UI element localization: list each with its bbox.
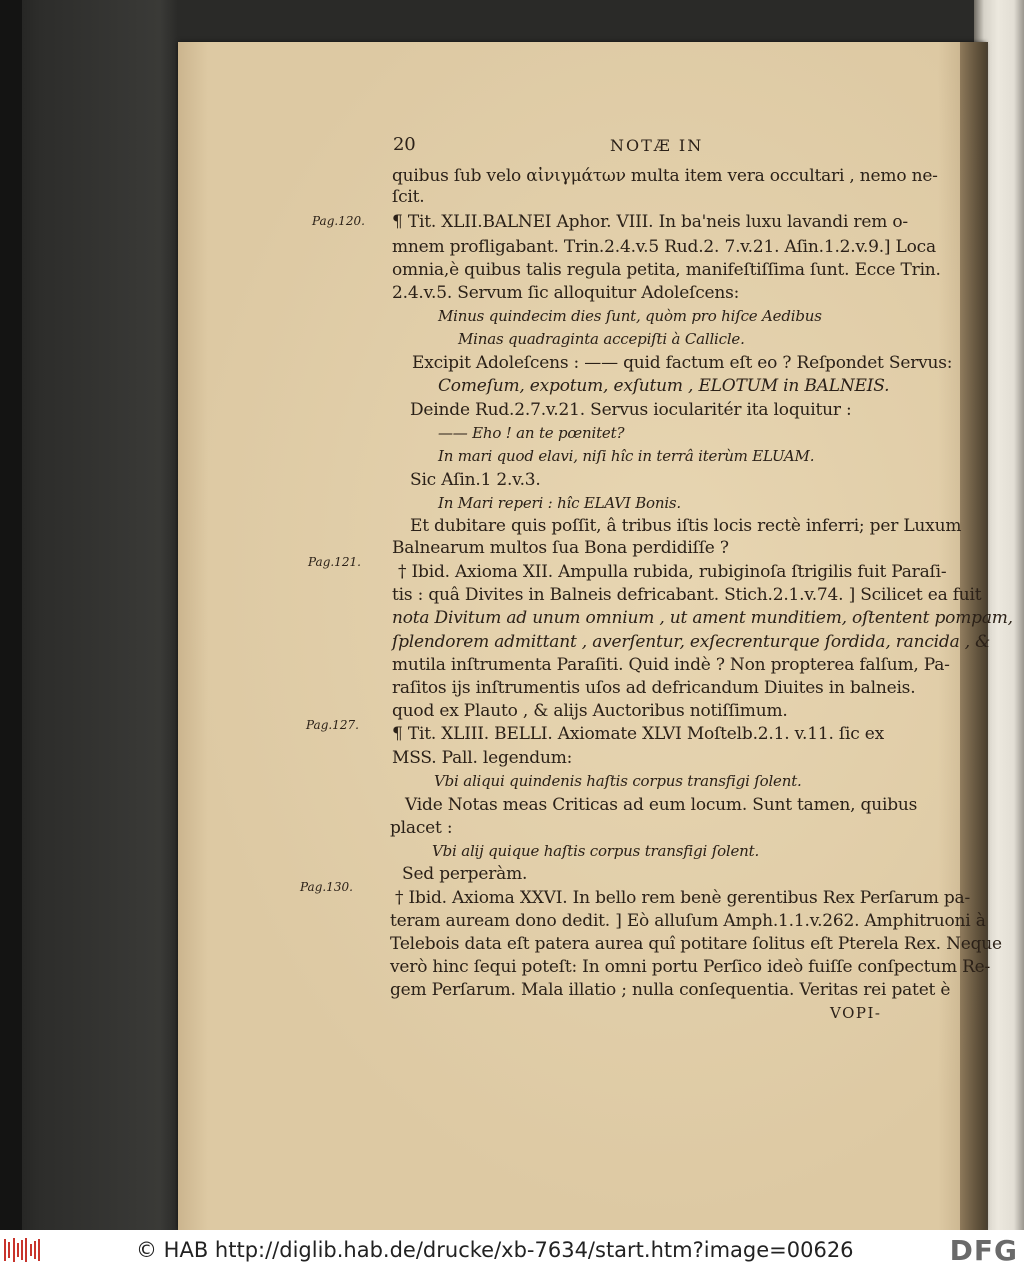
text-line: Excipit Adoleſcens : —— quid factum eſt eo ? Reſpondet Servus:	[412, 353, 953, 373]
footer-link[interactable]: © HAB http://diglib.hab.de/drucke/xb-7634/start.htm?image=00626	[136, 1238, 854, 1262]
text-line: quibus ſub velo αἰνιγμάτων multa item vera occultari , nemo ne-	[392, 166, 938, 186]
text-line: ſcit.	[392, 187, 425, 207]
text-line: Minus quindecim dies ſunt, quòm pro hiſce Aedibus	[438, 307, 822, 325]
text-line: Minas quadraginta accepiſti à Callicle.	[458, 330, 745, 348]
text-line: Sic Aſin.1 2.v.3.	[410, 470, 541, 490]
text-line: Vbi alij quique haſtis corpus transfigi ſolent.	[432, 842, 760, 860]
hab-barcode-logo-icon	[4, 1238, 40, 1262]
text-line: Telebois data eſt patera aurea quî potitare ſolitus eſt Pterela Rex. Neque	[390, 934, 1002, 954]
catchword: VOPI-	[830, 1004, 882, 1022]
text-line: omnia,è quibus talis regula petita, manifeſtiſſima ſunt. Ecce Trin.	[392, 260, 941, 280]
margin-note: Pag.127.	[306, 718, 359, 732]
text-line: Vide Notas meas Criticas ad eum locum. Sunt tamen, quibus	[405, 795, 918, 815]
text-line: In Mari reperi : hîc ELAVI Bonis.	[438, 494, 682, 512]
text-line: placet :	[390, 818, 453, 838]
text-line: Vbi aliqui quindenis haſtis corpus transfigi ſolent.	[434, 772, 802, 790]
text-line: Deinde Rud.2.7.v.21. Servus iocularitér ita loquitur :	[410, 400, 852, 420]
text-line: ¶ Tit. XLIII. BELLI. Axiomate XLVI Moſtelb.2.1. v.11. ſic ex	[392, 724, 884, 744]
margin-note: Pag.130.	[300, 880, 353, 894]
text-line: gem Perſarum. Mala illatio ; nulla conſequentia. Veritas rei patet è	[390, 980, 951, 1000]
text-line: tis : quâ Divites in Balneis defricabant. Stich.2.1.v.74. ] Scilicet ea fuit	[392, 585, 982, 605]
text-line: Comeſum, expotum, exſutum , ELOTUM in BALNEIS.	[438, 376, 890, 396]
text-line: Balnearum multos ſua Bona perdidiſſe ?	[392, 538, 729, 558]
text-line: 2.4.v.5. Servum ſic alloquitur Adoleſcens:	[392, 283, 740, 303]
text-line: ¶ Tit. XLII.BALNEI Aphor. VIII. In ba'neis luxu lavandi rem o-	[392, 212, 908, 232]
margin-note: Pag.121.	[308, 555, 361, 569]
text-line: † Ibid. Axioma XXVI. In bello rem benè gerentibus Rex Perſarum pa-	[395, 888, 971, 908]
text-line: raſitos ijs inſtrumentis uſos ad defricandum Diuites in balneis.	[392, 678, 916, 698]
text-line: —— Eho ! an te pœnitet?	[438, 424, 625, 442]
text-line: quod ex Plauto , & alijs Auctoribus notiſſimum.	[392, 701, 788, 721]
text-line: In mari quod elavi, niſi hîc in terrâ iterùm ELUAM.	[438, 447, 815, 465]
text-line: verò hinc ſequi poteſt: In omni portu Perſico ideò fuiſſe conſpectum Re-	[390, 957, 991, 977]
page-number: 20	[393, 134, 416, 155]
dfg-logo: DFG	[949, 1234, 1018, 1267]
footer-bar	[0, 1230, 1024, 1270]
text-line: † Ibid. Axioma XII. Ampulla rubida, rubiginoſa ſtrigilis fuit Paraſi-	[398, 562, 947, 582]
text-line: mnem profligabant. Trin.2.4.v.5 Rud.2. 7.v.21. Aſin.1.2.v.9.] Loca	[392, 237, 936, 257]
text-line: MSS. Pall. legendum:	[392, 748, 573, 768]
text-line: Sed perperàm.	[402, 864, 528, 884]
text-line: Et dubitare quis poſſit, â tribus iſtis locis rectè inferri; per Luxum	[410, 516, 962, 536]
text-line: mutila inſtrumenta Paraſiti. Quid indè ? Non propterea falſum, Pa-	[392, 655, 950, 675]
text-line: nota Divitum ad unum omnium , ut ament munditiem, oſtentent pompam,	[392, 608, 1013, 628]
running-title: NOTÆ IN	[610, 136, 704, 155]
margin-note: Pag.120.	[312, 214, 365, 228]
text-line: ſplendorem admittant , averſentur, exſecrenturque ſordida, rancida , &	[392, 632, 991, 652]
text-line: teram auream dono dedit. ] Eò alluſum Amph.1.1.v.262. Amphitruoni à	[390, 911, 986, 931]
